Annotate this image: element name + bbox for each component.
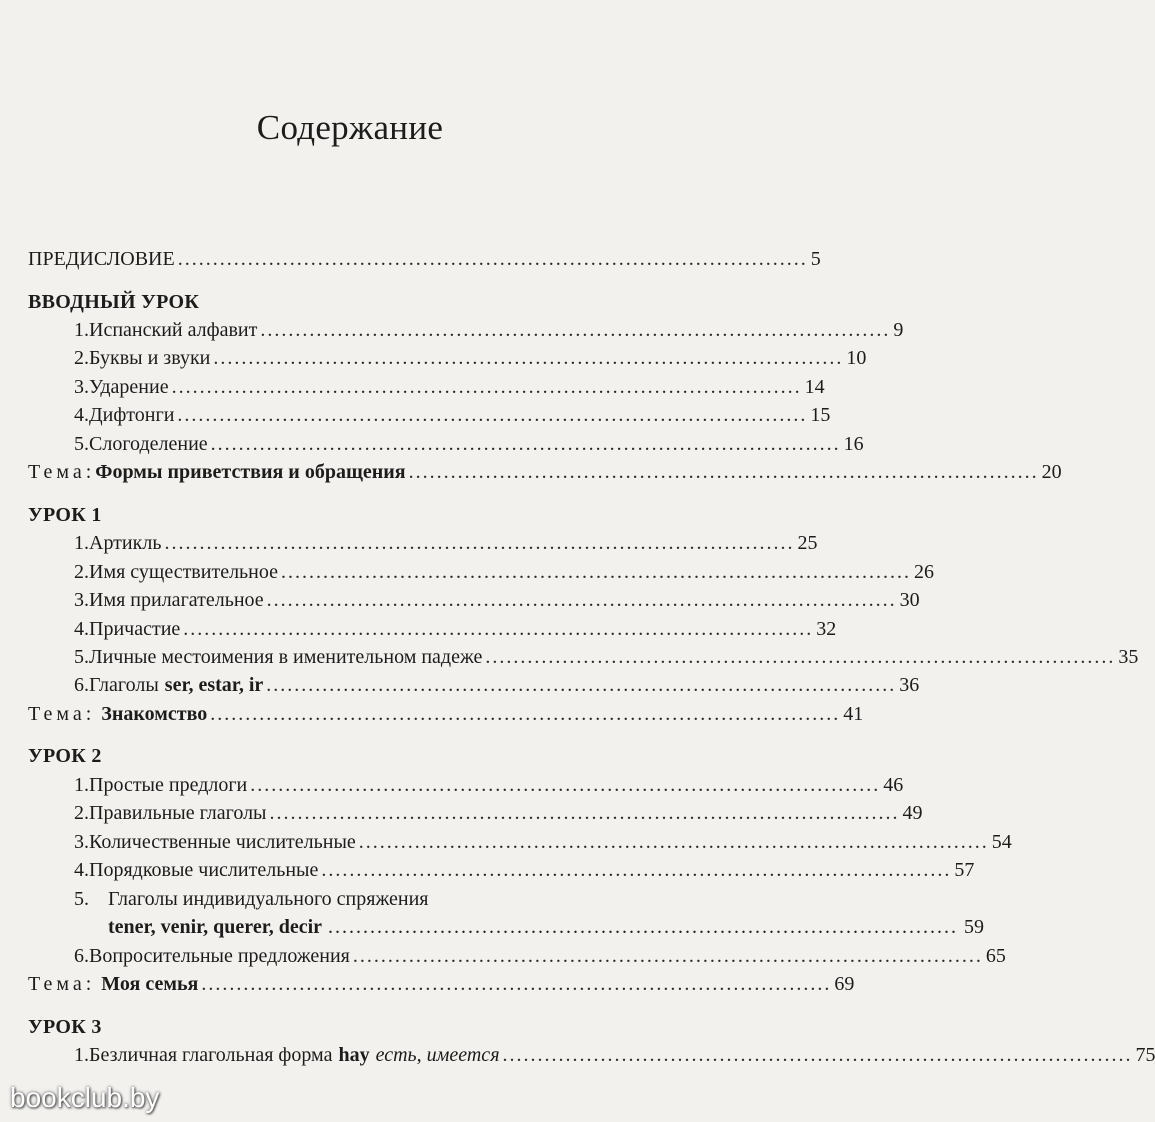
leader-dots: .......................................................................................... bbox=[485, 646, 1116, 668]
toc-page-number: 54 bbox=[991, 831, 1012, 853]
toc-page-number: 57 bbox=[954, 859, 975, 881]
toc-page-number: 32 bbox=[816, 618, 837, 640]
toc-item-number: 2. bbox=[74, 561, 89, 583]
section-heading: УРОК 1 bbox=[28, 504, 102, 526]
toc-item[interactable] bbox=[74, 943, 1006, 969]
toc-page-number: 5 bbox=[810, 248, 821, 270]
toc-page-number: 25 bbox=[797, 532, 818, 554]
toc-label-bold: hay bbox=[338, 1044, 370, 1066]
toc-page-number: 16 bbox=[843, 433, 864, 455]
leader-dots: .......................................................................................... bbox=[171, 376, 802, 398]
toc-label: Безличная глагольная форма bbox=[89, 1044, 333, 1066]
toc-page-number: 36 bbox=[899, 674, 920, 696]
toc-page-number: 20 bbox=[1041, 461, 1062, 483]
toc-label: Порядковые числительные bbox=[89, 859, 319, 881]
toc-item[interactable] bbox=[74, 644, 1139, 670]
toc-item[interactable] bbox=[74, 587, 920, 613]
toc-item[interactable] bbox=[74, 829, 1012, 855]
leader-dots: .......................................................................................... bbox=[177, 248, 808, 270]
toc-item[interactable] bbox=[74, 402, 831, 428]
toc-item-number: 1. bbox=[74, 774, 89, 796]
leader-dots: .......................................................................................... bbox=[358, 831, 989, 853]
leader-dots: .......................................................................................... bbox=[183, 618, 814, 640]
toc-page-number: 59 bbox=[964, 916, 985, 938]
toc-item[interactable] bbox=[74, 772, 904, 798]
toc-page-number: 41 bbox=[843, 703, 864, 725]
toc-item-number: 4. bbox=[74, 618, 89, 640]
theme-title: Знакомство bbox=[101, 703, 208, 725]
toc-item[interactable] bbox=[74, 800, 923, 826]
toc-label: ПРЕДИСЛОВИЕ bbox=[28, 248, 175, 270]
theme-prefix: Тема: bbox=[28, 461, 96, 483]
toc-label: Буквы и звуки bbox=[89, 347, 211, 369]
toc-item-number: 3. bbox=[74, 376, 89, 398]
theme-title: Моя семья bbox=[101, 973, 199, 995]
watermark: bookclub.by bbox=[10, 1082, 160, 1113]
toc-theme[interactable] bbox=[28, 971, 855, 997]
toc-page-number: 14 bbox=[804, 376, 825, 398]
leader-dots: .......................................................................................... bbox=[269, 802, 900, 824]
toc-item[interactable] bbox=[74, 317, 904, 343]
leader-dots: .......................................................................................... bbox=[328, 916, 959, 938]
toc-item[interactable] bbox=[74, 857, 975, 883]
toc-label: Личные местоимения в именительном падеже bbox=[89, 646, 483, 668]
toc-page-number: 35 bbox=[1118, 646, 1139, 668]
toc-page-number: 26 bbox=[914, 561, 934, 583]
toc-label-bold: tener, venir, querer, decir bbox=[108, 916, 323, 938]
toc-item[interactable] bbox=[74, 345, 867, 371]
toc-theme[interactable] bbox=[28, 459, 1062, 485]
toc-label: Простые предлоги bbox=[89, 774, 248, 796]
toc-label: Причастие bbox=[89, 618, 181, 640]
toc-item[interactable] bbox=[74, 672, 920, 698]
toc-label-bold: ser, estar, ir bbox=[164, 674, 264, 696]
toc-item-number: 5. bbox=[74, 433, 89, 455]
toc-item-number: 1. bbox=[74, 319, 89, 341]
toc-item[interactable] bbox=[74, 1042, 1155, 1068]
leader-dots: .......................................................................................... bbox=[210, 433, 841, 455]
toc-label: Имя прилагательное bbox=[89, 589, 264, 611]
theme-title: Формы приветствия и обращения bbox=[95, 461, 406, 483]
page-title: Содержание bbox=[256, 108, 444, 147]
leader-dots: .......................................................................................... bbox=[321, 859, 952, 881]
toc-item-number: 3. bbox=[74, 831, 89, 853]
toc-theme[interactable] bbox=[28, 701, 864, 727]
toc-item-number: 6. bbox=[74, 945, 89, 967]
toc-label: Дифтонги bbox=[89, 404, 175, 426]
toc-item-number: 1. bbox=[74, 532, 89, 554]
leader-dots: .......................................................................................... bbox=[250, 774, 881, 796]
toc-item-number: 6. bbox=[74, 674, 89, 696]
toc-item[interactable] bbox=[74, 616, 837, 642]
leader-dots: .......................................................................................... bbox=[408, 461, 1039, 483]
leader-dots: .......................................................................................... bbox=[266, 674, 897, 696]
toc-page-number: 10 bbox=[846, 347, 867, 369]
theme-prefix: Тема: bbox=[28, 703, 96, 725]
leader-dots: .......................................................................................... bbox=[164, 532, 795, 554]
toc-label: Глаголы bbox=[89, 674, 159, 696]
leader-dots: .......................................................................................... bbox=[260, 319, 891, 341]
toc-page-number: 75 bbox=[1135, 1044, 1155, 1066]
toc-item-number: 2. bbox=[74, 802, 89, 824]
section-heading: ВВОДНЫЙ УРОК bbox=[28, 291, 200, 313]
toc-item-number: 1. bbox=[74, 1044, 89, 1066]
toc-label: Глаголы индивидуального спряжения bbox=[108, 888, 429, 910]
toc-label: Испанский алфавит bbox=[89, 319, 258, 341]
leader-dots: .......................................................................................... bbox=[213, 347, 844, 369]
toc-page-number: 49 bbox=[902, 802, 923, 824]
toc-item-continuation[interactable] bbox=[108, 914, 985, 940]
toc-label: Вопросительные предложения bbox=[89, 945, 350, 967]
leader-dots: .......................................................................................... bbox=[502, 1044, 1133, 1066]
toc-label: Слогоделение bbox=[89, 433, 208, 455]
leader-dots: .......................................................................................... bbox=[281, 561, 911, 583]
toc-label: Имя существительное bbox=[89, 561, 278, 583]
leader-dots: .......................................................................................... bbox=[352, 945, 983, 967]
toc-preface[interactable] bbox=[28, 246, 821, 272]
leader-dots: .......................................................................................... bbox=[266, 589, 897, 611]
toc-item-number: 5. bbox=[74, 888, 89, 910]
toc-label: Артикль bbox=[89, 532, 162, 554]
section-heading: УРОК 3 bbox=[28, 1016, 102, 1038]
toc-item-number: 4. bbox=[74, 859, 89, 881]
toc-item[interactable] bbox=[74, 559, 934, 585]
toc-label-italic: есть, имеется bbox=[375, 1044, 500, 1066]
toc-item-number: 4. bbox=[74, 404, 89, 426]
toc-page-number: 30 bbox=[899, 589, 920, 611]
toc-label: Ударение bbox=[89, 376, 169, 398]
toc-item[interactable] bbox=[74, 431, 864, 457]
toc-page-number: 65 bbox=[985, 945, 1006, 967]
toc-item-number: 2. bbox=[74, 347, 89, 369]
leader-dots: .......................................................................................... bbox=[177, 404, 808, 426]
toc-label: Правильные глаголы bbox=[89, 802, 267, 824]
toc-page-number: 69 bbox=[834, 973, 855, 995]
toc-item-number: 3. bbox=[74, 589, 89, 611]
leader-dots: .......................................................................................... bbox=[210, 703, 841, 725]
toc-item-number: 5. bbox=[74, 646, 89, 668]
toc-item[interactable] bbox=[74, 886, 654, 912]
toc-page-number: 15 bbox=[810, 404, 831, 426]
theme-prefix: Тема: bbox=[28, 973, 96, 995]
toc-item[interactable] bbox=[74, 374, 825, 400]
toc-page-number: 46 bbox=[883, 774, 904, 796]
toc-page-number: 9 bbox=[893, 319, 904, 341]
toc-label: Количественные числительные bbox=[89, 831, 356, 853]
section-heading: УРОК 2 bbox=[28, 745, 102, 767]
leader-dots: .......................................................................................... bbox=[201, 973, 832, 995]
toc-item[interactable] bbox=[74, 530, 818, 556]
